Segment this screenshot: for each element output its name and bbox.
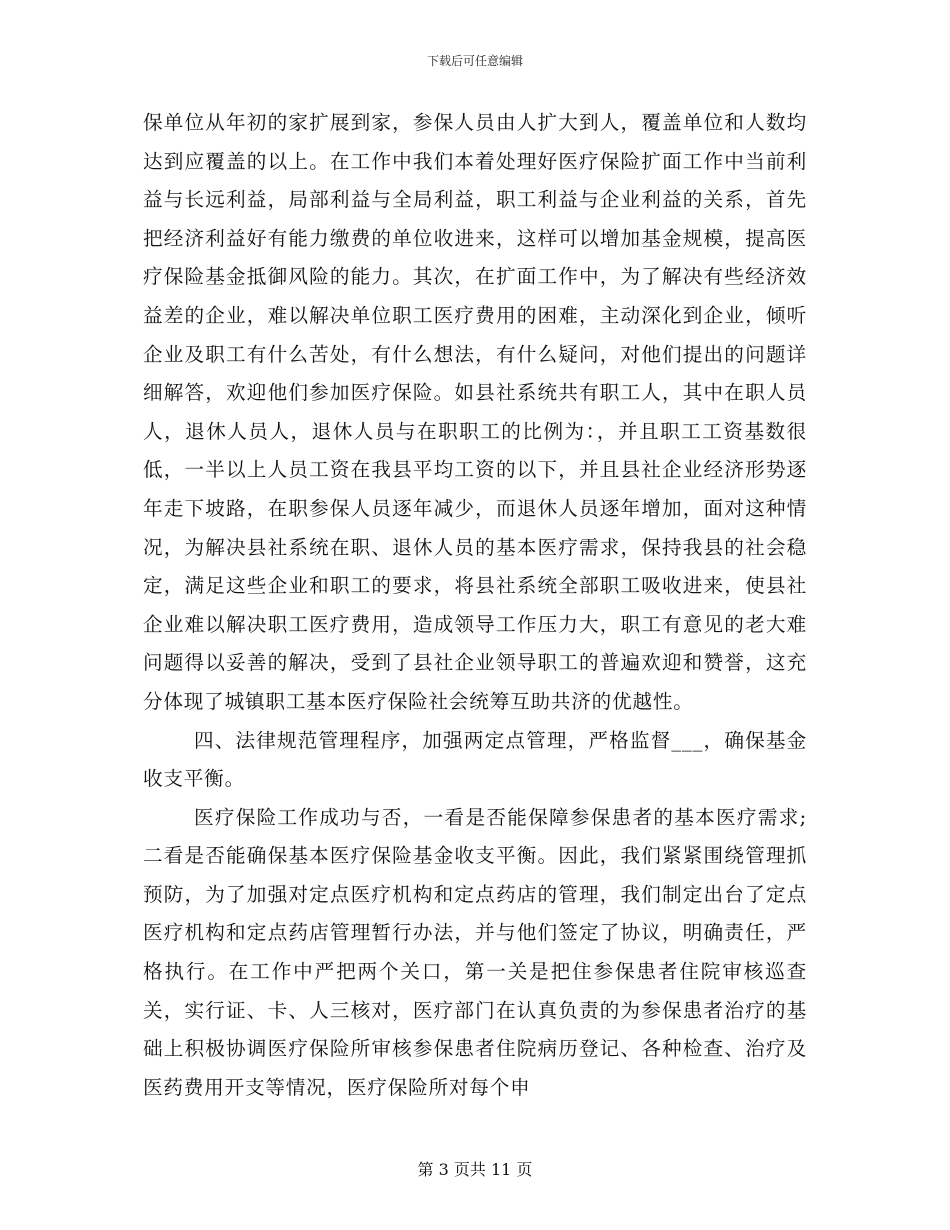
page-header: 下载后可任意编辑 [426,54,523,68]
paragraph-1: 保单位从年初的家扩展到家，参保人员由人扩大到人，覆盖单位和人数均达到应覆盖的以上。在工作中我们本着处理好医疗保险扩面工作中当前利益与长远利益，局部利益与全局利益，职工利益与企业利益的关系，首先把经济利益好有能力缴费的单位收进来，这样可以增加基金规模，提高医疗保险基金抵御风险的能力。其次，在扩面工作中，为了解决有些经济效益差的企业，难以解决单位职工医疗费用的困难，主动深化到企业，倾听企业及职工有什么苦处，有什么想法，有什么疑问，对他们提出的问题详细解答，欢迎他们参加医疗保险。如县社系统共有职工人，其中在职人员人，退休人员人，退休人员与在职职工的比例为：，并且职工工资基数很低，一半以上人员工资在我县平均工资的以下，并且县社企业经济形势逐年走下坡路，在职参保人员逐年减少，而退休人员逐年增加，面对这种情况，为解决县社系统在职、退休人员的基本医疗需求，保持我县的社会稳定，满足这些企业和职工的要求，将县社系统全部职工吸收进来，使县社企业难以解决职工医疗费用，造成领导工作压力大，职工有意见的老大难问题得以妥善的解决，受到了县社企业领导职工的普遍欢迎和赞誉，这充分体现了城镇职工基本医疗保险社会统筹互助共济的优越性。 [143,111,807,713]
paragraph-2: 四、法律规范管理程序，加强两定点管理，严格监督___，确保基金收支平衡。 [143,728,807,791]
page-number: 第 3 页共 11 页 [417,1160,533,1179]
paragraph-3: 医疗保险工作成功与否，一看是否能保障参保患者的基本医疗需求;二看是否能确保基本医疗保险基金收支平衡。因此，我们紧紧围绕管理抓预防，为了加强对定点医疗机构和定点药店的管理，我们制定出台了定点医疗机构和定点药店管理暂行办法，并与他们签定了协议，明确责任，严格执行。在工作中严把两个关口，第一关是把住参保患者住院审核巡查关，实行证、卡、人三核对，医疗部门在认真负责的为参保患者治疗的基础上积极协调医疗保险所审核参保患者住院病历登记、各种检查、治疗及医药费用开支等情况，医疗保险所对每个申 [143,805,807,1099]
document-body [143,104,807,1107]
